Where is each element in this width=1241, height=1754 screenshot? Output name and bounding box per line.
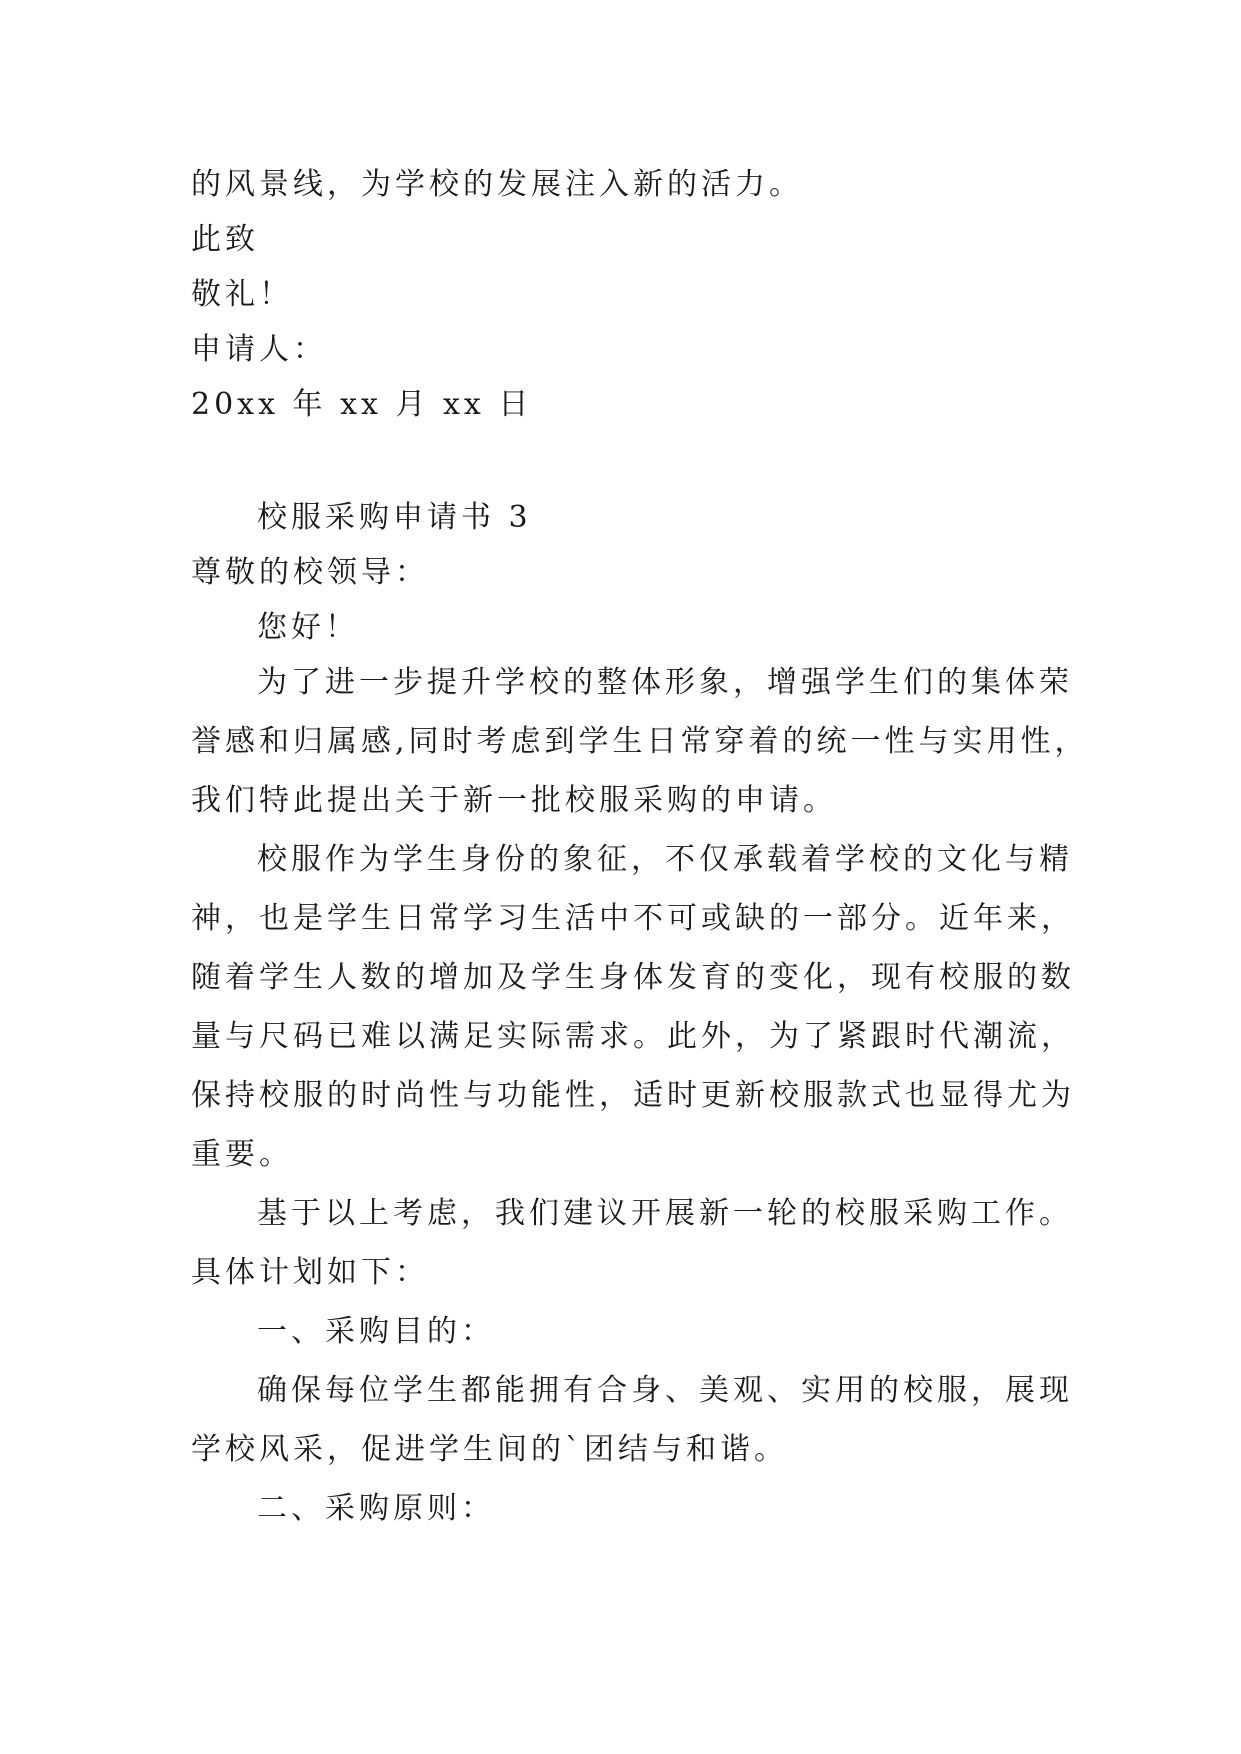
section-heading: 二、采购原则： [257,1491,495,1526]
paragraph-line: 基于以上考虑，我们建议开展新一轮的校服采购工作。 [257,1196,1073,1231]
paragraph-line: 我们特此提出关于新一批校服采购的申请。 [191,783,837,818]
paragraph-line: 随着学生人数的增加及学生身体发育的变化，现有校服的数 [191,960,1075,995]
paragraph-line: 校服作为学生身份的象征，不仅承载着学校的文化与精 [257,842,1073,877]
salutation-cizhi: 此致 [191,222,259,257]
paragraph-line: 确保每位学生都能拥有合身、美观、实用的校服，展现 [257,1373,1073,1408]
date-line: 20xx 年 xx 月 xx 日 [191,387,533,422]
applicant-label: 申请人： [191,332,327,367]
section-title: 校服采购申请书 3 [257,500,532,535]
closing-continuation: 的风景线，为学校的发展注入新的活力。 [191,167,803,202]
greeting: 您好！ [257,610,359,645]
paragraph-line: 保持校服的时尚性与功能性，适时更新校服款式也显得尤为 [191,1078,1075,1113]
section-heading: 一、采购目的： [257,1314,495,1349]
paragraph-line: 重要。 [191,1137,293,1172]
salutation-jingli: 敬礼！ [191,277,293,312]
greeting-to: 尊敬的校领导： [191,555,429,590]
paragraph-line: 学校风采，促进学生间的`团结与和谐。 [191,1432,788,1467]
paragraph-line: 神，也是学生日常学习生活中不可或缺的一部分。近年来， [191,901,1075,936]
paragraph-line: 具体计划如下： [191,1255,429,1290]
paragraph-line: 誉感和归属感,同时考虑到学生日常穿着的统一性与实用性， [191,724,1089,759]
paragraph-line: 为了进一步提升学校的整体形象，增强学生们的集体荣 [257,665,1073,700]
paragraph-line: 量与尺码已难以满足实际需求。此外，为了紧跟时代潮流， [191,1019,1075,1054]
